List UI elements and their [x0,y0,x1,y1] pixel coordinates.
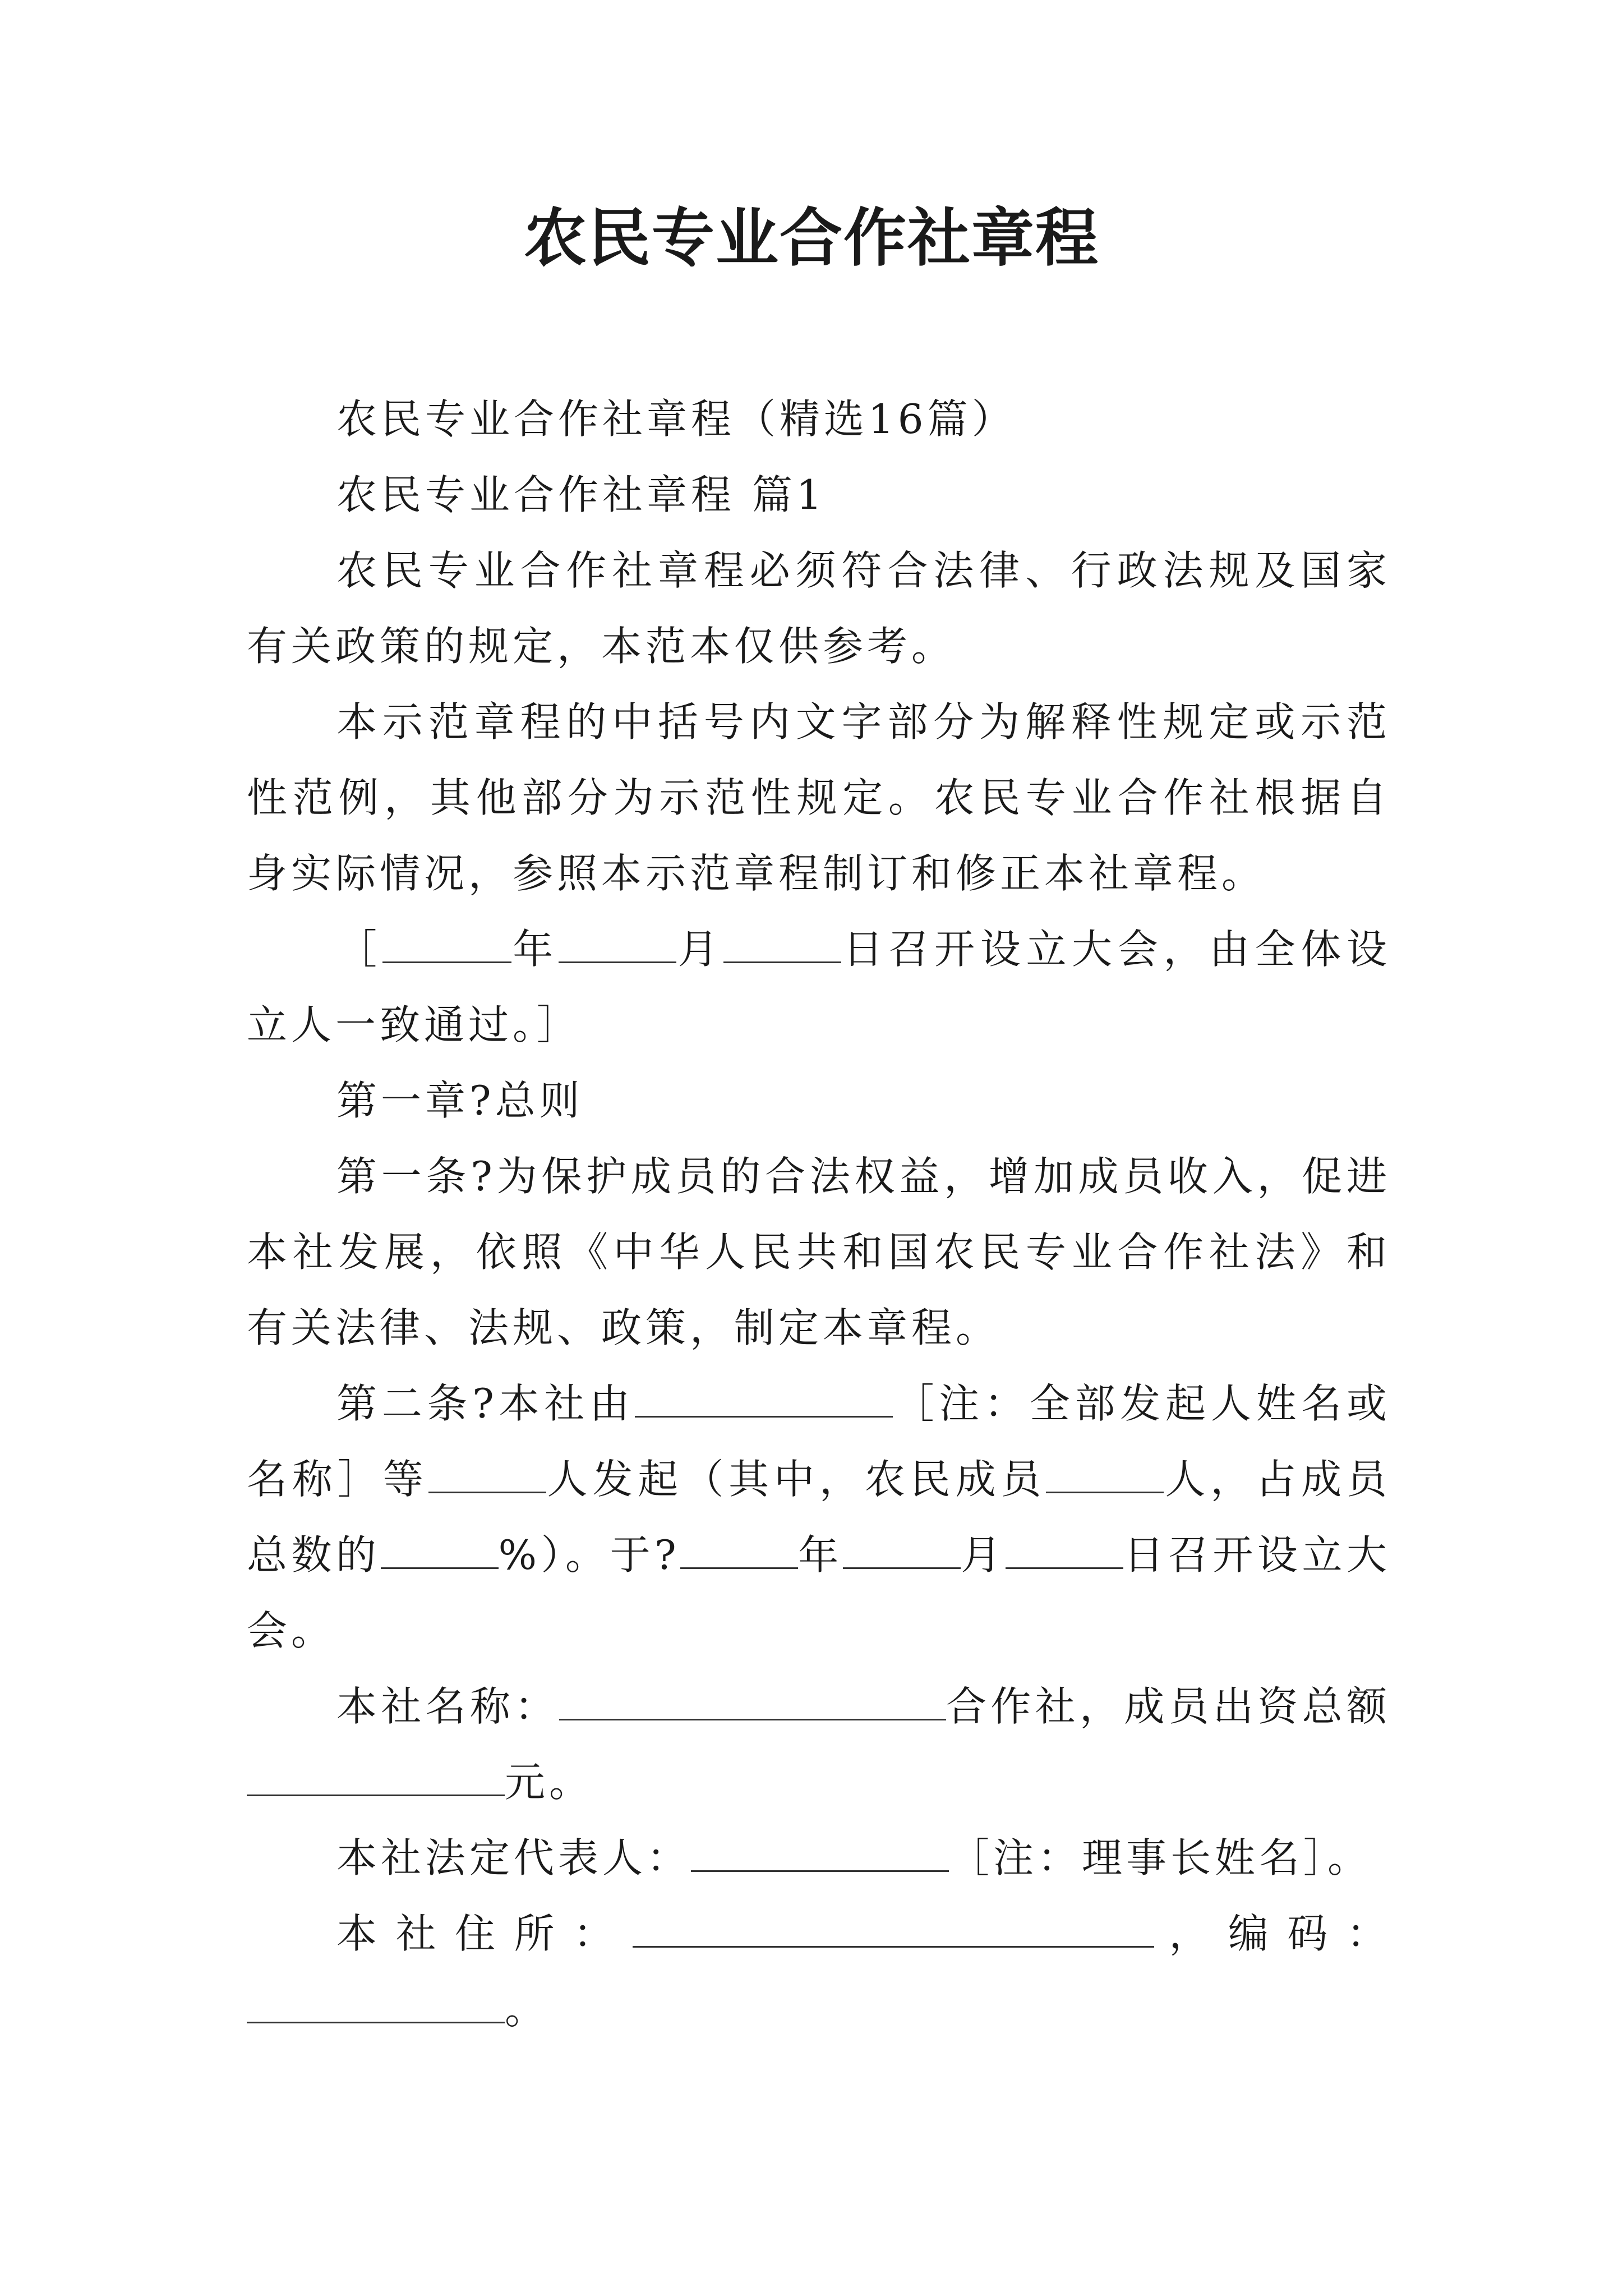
paragraph-address [247,1896,1391,2047]
blank-founder-count [428,1448,546,1493]
text-segment: ［ [336,926,382,973]
text-segment: 元。 [505,1759,594,1806]
text-segment: %）。于? [498,1531,680,1579]
text-segment: 本社名称： [336,1683,559,1730]
text-segment: 本社法定代表人： [336,1834,691,1881]
blank-farmer-count [1046,1448,1164,1493]
text-segment: 月 [960,1531,1006,1579]
text-segment: 年 [511,926,559,973]
blank-year [680,1524,798,1569]
document-title: 农民专业合作社章程 [524,202,1099,275]
blank-day [1006,1524,1123,1569]
blank-address [633,1902,1154,1948]
text-segment: 日召开设立大会。 [247,1531,1391,1654]
blank-postcode [247,1978,505,2023]
text-segment: 人发起（其中，农民成员 [546,1456,1046,1503]
text-segment: 年 [797,1531,843,1579]
blank-capital-total [247,1751,505,1796]
text-segment: ［注：理事长姓名］。 [949,1834,1372,1881]
text-segment: 合作社，成员出资总额 [946,1683,1391,1730]
text-segment: ［注：全部发起人姓名或名称］等 [247,1380,1391,1503]
blank-cooperative-name [559,1675,946,1720]
paragraph-explanation: 本示范章程的中括号内文字部分为解释性规定或示范性范例，其他部分为示范性规定。农民专业合作社根据自身实际情况，参照本示范章程制订和修正本社章程。 [247,698,1391,897]
paragraph-chapter-heading: 第一章?总则 [336,1077,584,1124]
blank-year [382,918,511,963]
paragraph-article-1: 第一条?为保护成员的合法权益，增加成员收入，促进本社发展，依照《中华人民共和国农民专业合作社法》和有关法律、法规、政策，制定本章程。 [247,1153,1391,1351]
blank-month [559,918,676,963]
paragraph-section-heading: 农民专业合作社章程 篇1 [336,471,826,518]
blank-founders [635,1372,893,1418]
paragraph-legal-representative [247,1820,1391,1896]
paragraph-founding-date [247,912,1391,1063]
blank-month [843,1524,961,1569]
paragraph-article-2 [247,1366,1391,1669]
blank-representative [691,1826,949,1872]
text-segment: 月 [676,926,724,973]
text-segment: 本社住所： [336,1910,633,1957]
paragraph-name [247,1669,1391,1820]
blank-percentage [381,1524,499,1569]
blank-day [723,918,841,963]
paragraph-intro: 农民专业合作社章程必须符合法律、行政法规及国家有关政策的规定，本范本仅供参考。 [247,547,1391,670]
text-segment: 。 [505,1986,550,2033]
document-body [247,381,1391,2047]
paragraph-subtitle: 农民专业合作社章程（精选16篇） [336,395,1016,443]
text-segment: 第二条?本社由 [336,1380,635,1427]
text-segment: 日召开设立大会，由全体设立人一致通过。］ [247,926,1391,1048]
text-segment: 人，占成员总数的 [247,1456,1391,1579]
text-segment: ，编码： [1154,1910,1391,1957]
